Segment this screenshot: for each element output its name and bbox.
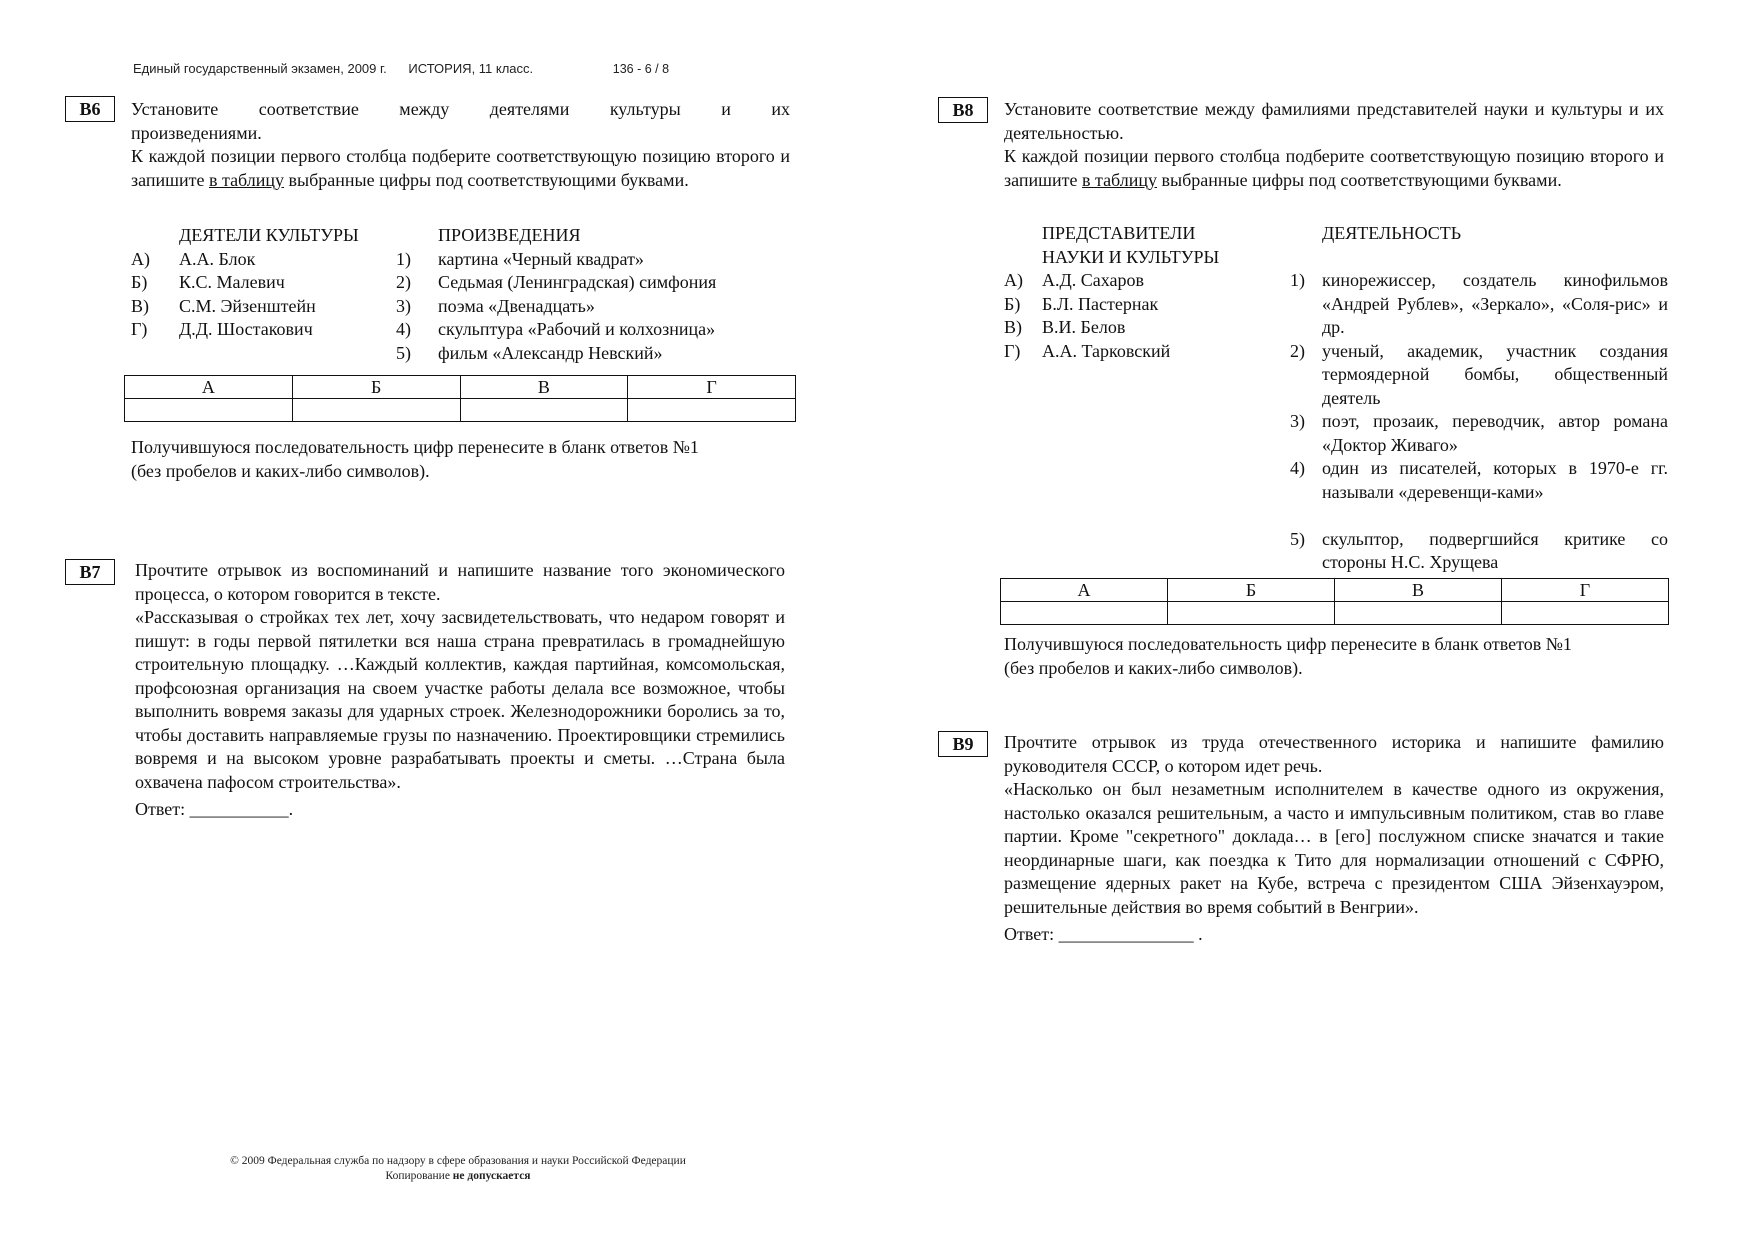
b8-answer-cell-d[interactable]	[1502, 602, 1669, 625]
b6-instructions	[131, 98, 790, 192]
b8-person-key: А)	[1004, 270, 1023, 290]
b6-work-text: скульптура «Рабочий и колхозница»	[438, 319, 716, 339]
b8-answer-cell-a[interactable]	[1001, 602, 1168, 625]
b6-transfer-line1: Получившуюся последовательность цифр перенесите в бланк ответов №1	[131, 437, 699, 457]
b8-matching-list	[1004, 222, 1666, 582]
footer-copy-notice	[0, 1169, 916, 1184]
b8-activity-5: скульптор, подвергшийся критике со стороны Н.С. Хрущева	[1322, 528, 1668, 572]
b8-col1-header-l2: НАУКИ И КУЛЬТУРЫ	[1042, 246, 1220, 267]
b8-activity-num: 4)	[1290, 458, 1305, 478]
question-label-b8: В8	[938, 97, 988, 123]
b8-activity-text	[1322, 340, 1668, 411]
footer-copy-prefix: Копирование	[385, 1170, 453, 1182]
b6-person-key: Б)	[131, 272, 148, 292]
b8-activity-num: 2)	[1290, 340, 1305, 361]
b6-instruction	[131, 145, 790, 192]
b8-activity-3: поэт, прозаик, переводчик, автор романа «Доктор Живаго»	[1322, 411, 1668, 455]
b6-intro-line2: произведениями.	[131, 122, 262, 143]
b6-person-key: В)	[131, 295, 149, 316]
b6-transfer-line2: (без пробелов и каких-либо символов).	[131, 460, 430, 481]
b6-person-key: А)	[131, 248, 150, 269]
b6-work-text: Седьмая (Ленинградская) симфония	[438, 272, 717, 292]
b8-activity-text	[1322, 528, 1668, 575]
question-label-b6: В6	[65, 96, 115, 122]
b8-intro: Установите соответствие между фамилиями представителей науки и культуры и их деятельностью.	[1004, 99, 1664, 143]
b6-answer-header-cell: В	[460, 376, 628, 399]
b8-answer-cell-b[interactable]	[1168, 602, 1335, 625]
b8-person-key: Г)	[1004, 340, 1021, 361]
b9-instruction: Прочтите отрывок из труда отечественного историка и напишите фамилию руководителя СССР, о котором идет речь.	[1004, 732, 1664, 776]
b8-activity-4: один из писателей, которых в 1970-е гг. называли «деревенщи-ками»	[1322, 458, 1668, 502]
footer-copy-bold: не допускается	[452, 1170, 531, 1182]
b6-instr-underlined: в таблицу	[208, 169, 285, 190]
b7-quote: «Рассказывая о стройках тех лет, хочу засвидетельствовать, что недаром говорят и пишут: в годы первой пятилетки вся наша страна превратилась в громаднейшую строительную площадку. …Каждый коллектив, каждая партийная, комсомольская, профсоюзная организация на своем участке работы делала все возможное, чтобы выполнить вовремя заказы для ударных строек. Железнодорожники боролись за то, чтобы доставить направляемые грузы по назначению. Проектировщики стремились вовремя и на высоком уровне разрабатывать проекты и сметы. …Страна была охвачена пафосом строительства».	[135, 607, 785, 792]
b8-activity-num: 1)	[1290, 270, 1305, 290]
b8-activity-text	[1322, 269, 1668, 340]
page-number: 136 - 6 / 8	[612, 62, 670, 76]
b8-activity-text	[1322, 410, 1668, 457]
b8-activity-num: 5)	[1290, 528, 1305, 549]
b8-answer-header-cell: А	[1001, 579, 1168, 602]
b8-instr-text-2: выбранные цифры под соответствующими буквами.	[1157, 169, 1562, 190]
b6-instr-text-1: К каждой позиции первого столбца подберите соответствующую позицию второго и запишите	[131, 146, 790, 190]
b6-answer-cell-d[interactable]	[628, 399, 796, 422]
b8-person-name: В.И. Белов	[1042, 317, 1126, 337]
b6-answer-header-cell: Б	[292, 376, 460, 399]
b6-answer-table	[124, 375, 796, 422]
b6-person-name: Д.Д. Шостакович	[179, 319, 313, 339]
b8-person-key: Б)	[1004, 293, 1021, 314]
b8-instr-text-1: К каждой позиции первого столбца подберите соответствующую позицию второго и запишите	[1004, 146, 1664, 190]
b6-person-name: А.А. Блок	[179, 248, 256, 269]
b6-col1-header: ДЕЯТЕЛИ КУЛЬТУРЫ	[179, 225, 359, 245]
b8-transfer-line2: (без пробелов и каких-либо символов).	[1004, 657, 1303, 678]
b6-instr-text-2: выбранные цифры под соответствующими буквами.	[284, 169, 689, 190]
b8-person-key: В)	[1004, 317, 1022, 337]
b8-answer-input-row	[1001, 602, 1669, 625]
b6-answer-header-cell: Г	[628, 376, 796, 399]
b8-col2-header: ДЕЯТЕЛЬНОСТЬ	[1322, 223, 1462, 243]
b8-answer-header-row	[1001, 579, 1669, 602]
b8-activity-text	[1322, 457, 1668, 504]
b6-work-num: 3)	[396, 295, 411, 316]
b6-work-num: 4)	[396, 319, 411, 339]
b8-instruction	[1004, 145, 1664, 192]
b8-person-name: А.Д. Сахаров	[1042, 270, 1145, 290]
exam-title: Единый государственный экзамен, 2009 г.	[133, 61, 387, 76]
b6-work-text: поэма «Двенадцать»	[438, 295, 595, 316]
b8-person-name: Б.Л. Пастернак	[1042, 293, 1159, 314]
b7-instruction: Прочтите отрывок из воспоминаний и напишите название того экономического процесса, о котором говорится в тексте.	[135, 560, 785, 604]
b8-col1-header-l1: ПРЕДСТАВИТЕЛИ	[1042, 223, 1196, 243]
b6-intro-line1: Установите соответствие между деятелями культуры и их	[131, 99, 790, 119]
b8-answer-cell-c[interactable]	[1335, 602, 1502, 625]
b8-transfer-line1: Получившуюся последовательность цифр перенесите в бланк ответов №1	[1004, 634, 1572, 654]
b6-person-key: Г)	[131, 319, 148, 339]
b8-activity-num: 3)	[1290, 411, 1305, 431]
b8-instr-underlined: в таблицу	[1081, 169, 1158, 190]
b8-instructions	[1004, 98, 1664, 192]
b8-person-name: А.А. Тарковский	[1042, 340, 1171, 361]
b9-body	[1004, 731, 1664, 947]
b6-matching-list	[131, 224, 811, 364]
b6-answer-cell-b[interactable]	[292, 399, 460, 422]
b7-body	[135, 559, 785, 822]
b8-answer-header-cell: Б	[1168, 579, 1335, 602]
page-footer	[0, 1154, 916, 1184]
b7-answer-line[interactable]: Ответ: ___________.	[135, 799, 294, 819]
b6-work-num: 1)	[396, 248, 411, 269]
page-header	[133, 61, 669, 76]
b6-work-num: 2)	[396, 272, 411, 292]
b6-answer-cell-c[interactable]	[460, 399, 628, 422]
subject-title: ИСТОРИЯ, 11 класс.	[408, 61, 534, 76]
footer-copyright: © 2009 Федеральная служба по надзору в сфере образования и науки Российской Федерации	[230, 1155, 686, 1167]
b6-work-num: 5)	[396, 342, 411, 363]
b6-transfer-note	[131, 436, 791, 483]
b6-answer-header-cell: А	[125, 376, 293, 399]
b6-work-text: картина «Черный квадрат»	[438, 248, 644, 269]
b8-activity-2: ученый, академик, участник создания термоядерной бомбы, общественный деятель	[1322, 340, 1668, 408]
b6-answer-cell-a[interactable]	[125, 399, 293, 422]
b8-activity-1: кинорежиссер, создатель кинофильмов «Андрей Рублев», «Зеркало», «Соля-рис» и др.	[1322, 270, 1668, 337]
b9-quote: «Насколько он был незаметным исполнителем в качестве одного из окружения, настолько оказался решительным, а часто и импульсивным политиком, став во главе партии. Кроме "секретного" доклада… в [его] послужном списке значатся и такие неординарные шаги, как поездка к Тито для нормализации отношений с СФРЮ, размещение ядерных ракет на Кубе, встреча с президентом США Эйзенхауэром, решительные действия во время событий в Венгрии».	[1004, 779, 1664, 917]
b9-answer-line[interactable]: Ответ: _______________ .	[1004, 924, 1203, 944]
b8-answer-table	[1000, 578, 1669, 625]
b6-work-text: фильм «Александр Невский»	[438, 342, 663, 363]
b6-col2-header: ПРОИЗВЕДЕНИЯ	[438, 225, 581, 245]
b6-person-name: К.С. Малевич	[179, 272, 285, 292]
question-label-b9: В9	[938, 731, 988, 757]
b8-transfer-note	[1004, 633, 1664, 680]
b6-answer-input-row	[125, 399, 796, 422]
b8-answer-header-cell: Г	[1502, 579, 1669, 602]
b6-answer-header-row	[125, 376, 796, 399]
b6-person-name: С.М. Эйзенштейн	[179, 295, 316, 316]
question-label-b7: В7	[65, 559, 115, 585]
b8-answer-header-cell: В	[1335, 579, 1502, 602]
